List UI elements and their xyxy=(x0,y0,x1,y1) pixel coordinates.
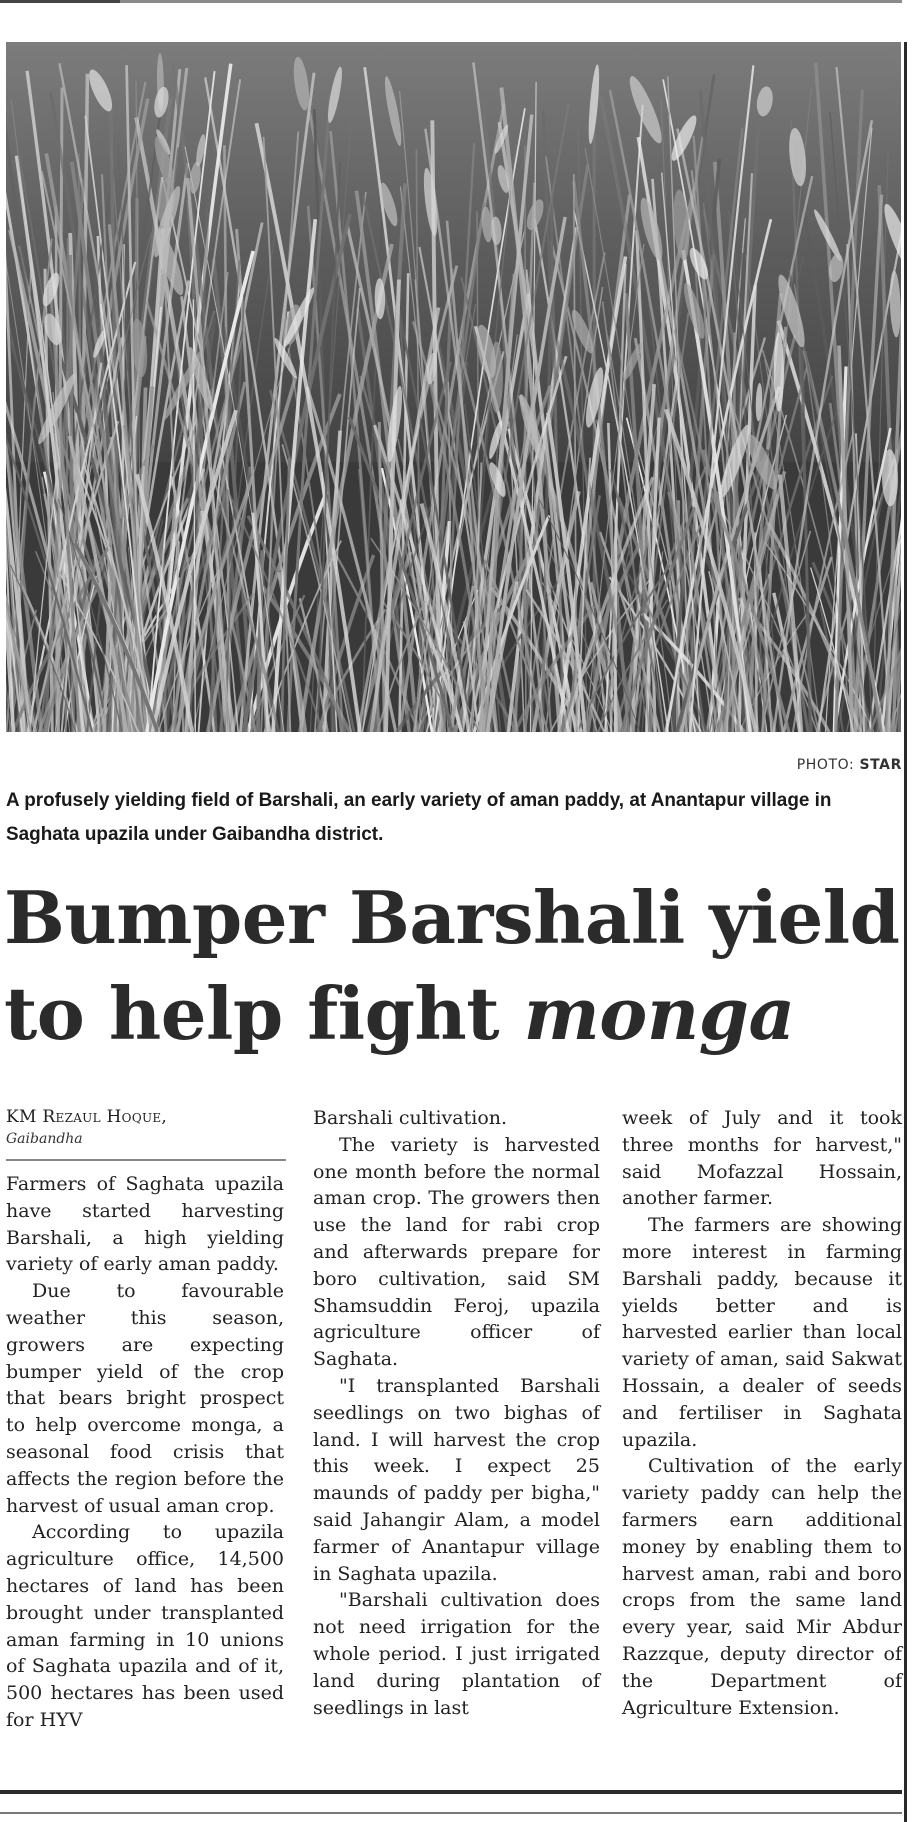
headline-italic-word: monga xyxy=(524,971,795,1056)
paragraph: "I transplanted Barshali seedlings on two bighas of land. I will harvest the crop this week. I expect 25 maunds of paddy per bigha," said Jahangir Alam, a model farmer of Anantapur village in Saghata upazila. xyxy=(313,1373,600,1587)
byline-dateline: Gaibandha xyxy=(6,1129,284,1149)
top-rule-accent xyxy=(0,0,120,3)
paragraph: The variety is harvested one month before the normal aman crop. The growers then use the land for rabi crop and afterwards prepare for boro cultivation, said SM Shamsuddin Feroj, upazila agriculture officer of Saghata. xyxy=(313,1132,600,1373)
top-rule xyxy=(0,0,902,3)
photo-grain-head xyxy=(774,332,784,412)
photo-grain-head xyxy=(85,67,117,114)
paragraph: The farmers are showing more interest in farming Barshali paddy, because it yields better and is harvested earlier than local variety of aman, said Sakwat Hossain, a dealer of seeds and fertiliser in Saghata upazila. xyxy=(622,1212,902,1453)
photo-grain-head xyxy=(624,73,667,146)
photo-grain-head xyxy=(523,197,546,232)
bottom-rule-thin xyxy=(0,1812,902,1814)
byline-rule xyxy=(6,1159,286,1161)
headline-line1: Bumper Barshali yield xyxy=(4,870,904,966)
headline xyxy=(4,870,904,1062)
paddy-field-photo xyxy=(6,42,901,732)
paragraph: Due to favourable weather this season, growers are expecting bumper yield of the crop that bears bright prospect to help overcome monga, a seasonal food crisis that affects the region before the harvest of usual aman crop. xyxy=(6,1278,284,1519)
column-rule xyxy=(904,42,907,1822)
article-column-1 xyxy=(6,1105,284,1734)
headline-line2 xyxy=(4,966,904,1062)
paragraph: Barshali cultivation. xyxy=(313,1105,600,1132)
photo-grain-head xyxy=(377,181,401,228)
photo-grain-head xyxy=(587,64,602,144)
paragraph: "Barshali cultivation does not need irrigation for the whole period. I just irrigated land during plantation of seedlings in last xyxy=(313,1587,600,1721)
photo-grain-head xyxy=(421,167,440,237)
photo-grain-head xyxy=(889,270,901,337)
byline-author: KM Rezaul Hoque, xyxy=(6,1105,284,1129)
headline-line2-text: to help fight xyxy=(4,971,524,1056)
photo-grain-head xyxy=(325,66,345,124)
paragraph: Farmers of Saghata upazila have started harvesting Barshali, a high yielding variety of early aman paddy. xyxy=(6,1171,284,1278)
bottom-rule xyxy=(0,1790,902,1794)
photo-credit-source: STAR xyxy=(859,757,902,773)
article-column-3 xyxy=(622,1105,902,1721)
paragraph: week of July and it took three months for harvest," said Mofazzal Hossain, another farmer. xyxy=(622,1105,902,1212)
article-column-2 xyxy=(313,1105,600,1721)
photo-credit-prefix: PHOTO: xyxy=(797,757,855,773)
paragraph: Cultivation of the early variety paddy can help the farmers earn additional money by enabling them to harvest aman, rabi and boro crops from the same land every year, said Mir Abdur Razzque, deputy director of the Department of Agriculture Extension. xyxy=(622,1453,902,1721)
photo-grain-head xyxy=(787,127,809,187)
photo-caption: A profusely yielding field of Barshali, an early variety of aman paddy, at Anantapur village in Saghata upazila under Gaibandha district. xyxy=(6,783,874,851)
paragraph: According to upazila agriculture office, 14,500 hectares of land has been brought under transplanted aman farming in 10 unions of Saghata upazila and of it, 500 hectares has been used for HYV xyxy=(6,1519,284,1733)
photo-credit xyxy=(797,757,902,773)
